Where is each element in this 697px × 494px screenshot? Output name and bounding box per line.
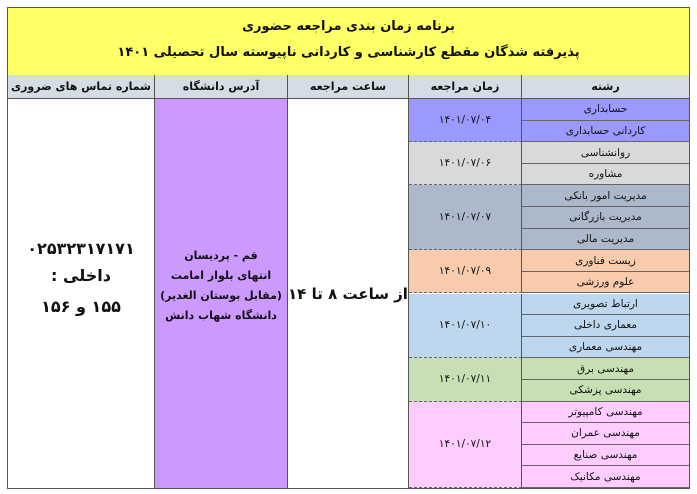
date-cell: ۱۴۰۱/۰۷/۰۷ bbox=[409, 185, 522, 250]
major-cell: علوم ورزشی bbox=[522, 272, 689, 294]
major-cell: حسابداری bbox=[522, 99, 689, 121]
date-cell: ۱۴۰۱/۰۷/۰۶ bbox=[409, 142, 522, 185]
hour-text: از ساعت ۸ تا ۱۴ bbox=[288, 285, 408, 303]
date-cell: ۱۴۰۱/۰۷/۱۰ bbox=[409, 294, 522, 359]
header-major: رشته bbox=[522, 75, 689, 99]
contact-cell bbox=[8, 99, 155, 488]
date-cell: ۱۴۰۱/۰۷/۰۴ bbox=[409, 99, 522, 142]
title-line-2: پذیرفته شدگان مقطع کارشناسی و کاردانی ناپیوسته سال تحصیلی ۱۴۰۱ bbox=[117, 45, 580, 60]
major-cell: روانشناسی bbox=[522, 142, 689, 164]
major-cell: مهندسی معماری bbox=[522, 337, 689, 359]
schedule-sheet bbox=[7, 7, 690, 489]
major-cell: مهندسی پزشکی bbox=[522, 380, 689, 402]
major-cell: مدیریت امور بانکی bbox=[522, 185, 689, 207]
major-cell: مهندسی عمران bbox=[522, 423, 689, 445]
major-cell: مهندسی صنایع bbox=[522, 445, 689, 467]
major-cell: معماری داخلی bbox=[522, 315, 689, 337]
address-cell bbox=[155, 99, 288, 488]
hour-cell bbox=[288, 99, 409, 488]
header-hour: ساعت مراجعه bbox=[288, 75, 409, 99]
date-cell: ۱۴۰۱/۰۷/۱۱ bbox=[409, 358, 522, 401]
address-line-2: انتهای بلوار امامت bbox=[170, 269, 272, 282]
address-line-1: قم - پردیسان bbox=[184, 249, 258, 262]
major-cell: مهندسی مکانیک bbox=[522, 466, 689, 488]
major-cell: مدیریت مالی bbox=[522, 229, 689, 251]
address-line-3: (مقابل بوستان الغدیر) bbox=[160, 289, 282, 302]
title-line-1: برنامه زمان بندی مراجعه حضوری bbox=[242, 19, 455, 34]
major-cell: مشاوره bbox=[522, 164, 689, 186]
major-cell: ارتباط تصویری bbox=[522, 294, 689, 316]
header-date: زمان مراجعه bbox=[409, 75, 522, 99]
contact-ext-label: داخلی : bbox=[51, 266, 111, 285]
schedule-title bbox=[8, 8, 689, 76]
major-cell: مهندسی برق bbox=[522, 358, 689, 380]
contact-phone: ۰۲۵۳۲۳۱۷۱۷۱ bbox=[27, 239, 135, 258]
date-cell: ۱۴۰۱/۰۷/۰۹ bbox=[409, 250, 522, 293]
schedule-grid bbox=[409, 99, 689, 488]
major-cell: زیست فناوری bbox=[522, 250, 689, 272]
date-cell: ۱۴۰۱/۰۷/۱۲ bbox=[409, 402, 522, 488]
major-cell: مهندسی کامپیوتر bbox=[522, 402, 689, 424]
header-contact: شماره تماس های ضروری bbox=[8, 75, 155, 99]
header-address: آدرس دانشگاه bbox=[155, 75, 288, 99]
address-line-4: دانشگاه شهاب دانش bbox=[165, 309, 277, 322]
contact-ext: ۱۵۵ و ۱۵۶ bbox=[41, 297, 121, 316]
major-cell: مدیریت بازرگانی bbox=[522, 207, 689, 229]
major-cell: کاردانی حسابداری bbox=[522, 121, 689, 143]
